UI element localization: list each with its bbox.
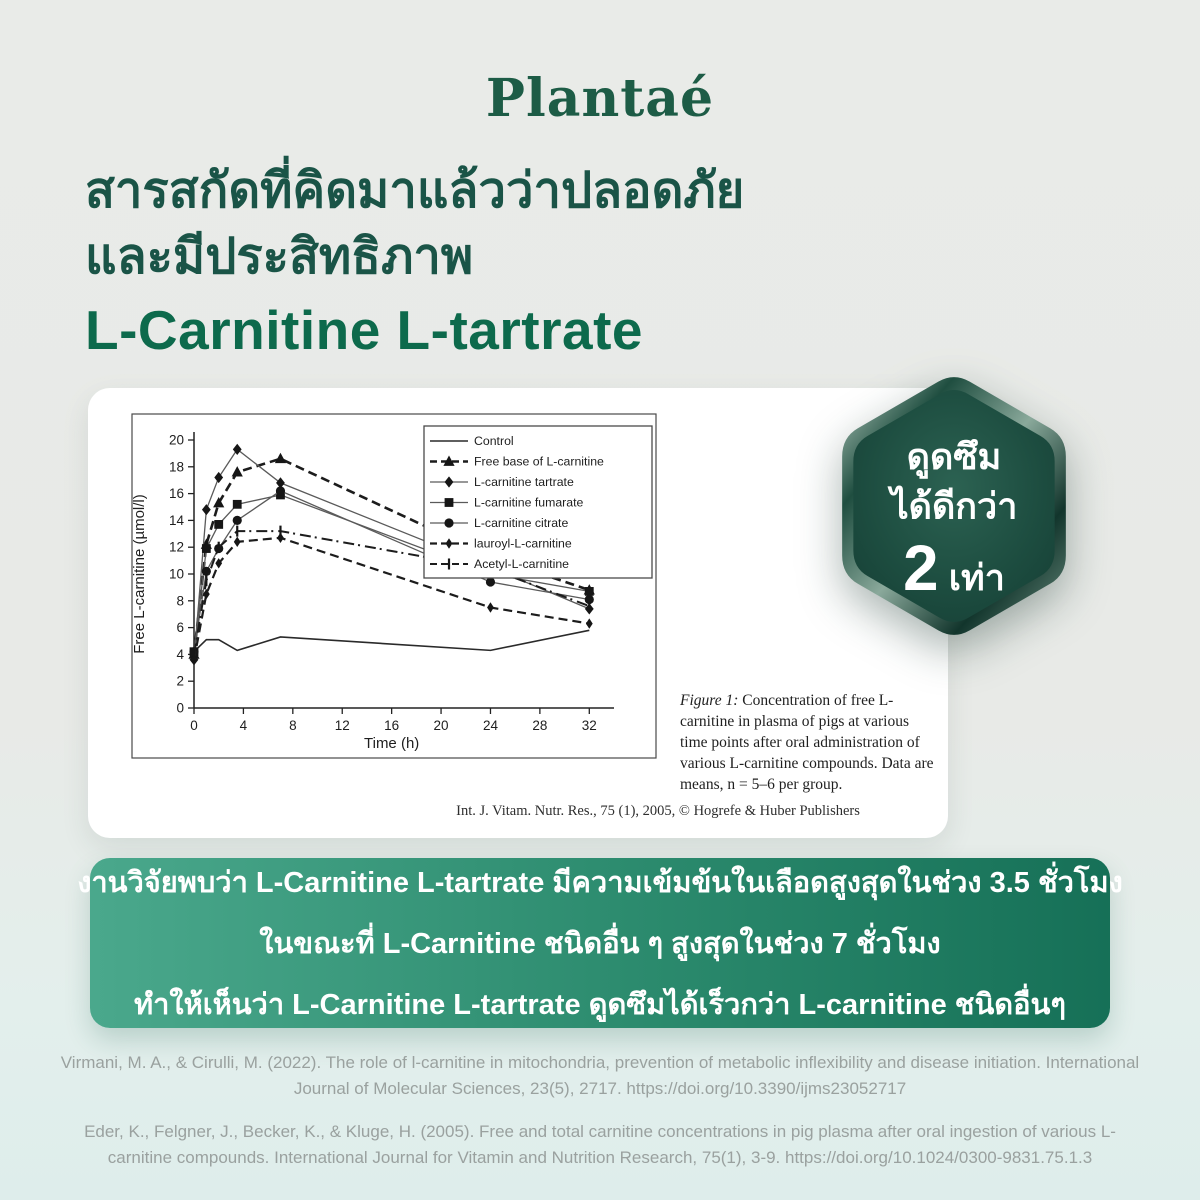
svg-text:Acetyl-L-carnitine: Acetyl-L-carnitine [474,557,569,571]
svg-text:20: 20 [433,718,449,733]
figure-caption [680,690,936,795]
svg-text:24: 24 [482,718,498,733]
svg-text:2: 2 [176,673,184,689]
highlight-line3: ทำให้เห็นว่า L-Carnitine L-tartrate ดูดซึมได้เร็วกว่า L-carnitine ชนิดอื่นๆ [134,989,1066,1021]
svg-text:lauroyl-L-carnitine: lauroyl-L-carnitine [474,536,572,551]
heading-product-name: L-Carnitine L-tartrate [85,299,643,361]
highlight-line1: งานวิจัยพบว่า L-Carnitine L-tartrate มีความเข้มข้นในเลือดสูงสุดในช่วง 3.5 ชั่วโมง [77,867,1123,899]
figure-caption-text: Concentration of free L-carnitine in plasma of pigs at various time points after oral administration of various L-carnitine compounds. Data are means, n = 5–6 per group. [680,691,934,793]
reference-item: Virmani, M. A., & Cirulli, M. (2022). The role of l-carnitine in mitochondria, prevention of metabolic inflexibility and disease initiation. International Journal of Molecular Sciences, 23(5), 2717. https://doi.org/10.3390/ijms23052717 [60,1053,1140,1099]
svg-text:8: 8 [289,718,297,733]
svg-text:Free L-carnitine (µmol/l): Free L-carnitine (µmol/l) [131,494,148,654]
heading-thai-line1: สารสกัดที่คิดมาแล้วว่าปลอดภัย [85,164,745,218]
brand-logo: Plantaé [485,68,715,129]
svg-text:18: 18 [168,459,184,475]
references [60,1050,1140,1187]
svg-text:6: 6 [176,620,184,636]
svg-text:L-carnitine tartrate: L-carnitine tartrate [474,475,574,489]
heading-thai-line2: และมีประสิทธิภาพ [85,230,474,284]
figure-source: Int. J. Vitam. Nutr. Res., 75 (1), 2005, © Hogrefe & Huber Publishers [456,802,860,819]
highlight-line2: ในขณะที่ L-Carnitine ชนิดอื่น ๆ สูงสุดในช่วง 7 ชั่วโมง [259,928,941,960]
svg-text:4: 4 [176,646,184,662]
absorption-badge [836,366,1072,646]
svg-text:8: 8 [176,593,184,609]
svg-text:Free base of L-carnitine: Free base of L-carnitine [474,454,604,469]
svg-text:Control: Control [474,434,514,448]
chart-svg [124,410,664,762]
figure-card [88,388,948,838]
page-title [85,158,744,366]
research-highlight-box [77,858,1123,1028]
svg-text:Time (h): Time (h) [364,735,420,752]
badge-line1: ดูดซึม [906,436,1002,478]
svg-text:0: 0 [176,700,184,716]
chart-legend [424,426,652,578]
svg-text:L-carnitine fumarate: L-carnitine fumarate [474,495,584,510]
svg-text:32: 32 [581,718,597,733]
svg-text:12: 12 [334,718,350,733]
figure-chart [124,410,664,762]
svg-text:28: 28 [532,718,548,733]
svg-text:14: 14 [168,512,184,528]
svg-text:L-carnitine citrate: L-carnitine citrate [474,516,569,530]
svg-text:10: 10 [168,566,184,582]
badge-unit: เท่า [948,557,1005,599]
svg-text:16: 16 [384,718,400,733]
badge-line2: ได้ดีกว่า [890,485,1018,527]
svg-text:12: 12 [168,539,184,555]
svg-text:4: 4 [239,718,248,733]
svg-text:0: 0 [190,718,198,733]
chart-series-line [194,630,589,651]
svg-text:20: 20 [168,432,184,448]
reference-item: Eder, K., Felgner, J., Becker, K., & Kluge, H. (2005). Free and total carnitine concentrations in pig plasma after oral ingestion of various L-carnitine compounds. International Journal for Vitamin and Nutrition Research, 75(1), 3-9. https://doi.org/10.1024/0300-9831.75.1.3 [84,1121,1116,1168]
badge-number: 2 [903,533,939,605]
svg-text:16: 16 [168,486,184,502]
figure-caption-label: Figure 1: [680,691,739,709]
